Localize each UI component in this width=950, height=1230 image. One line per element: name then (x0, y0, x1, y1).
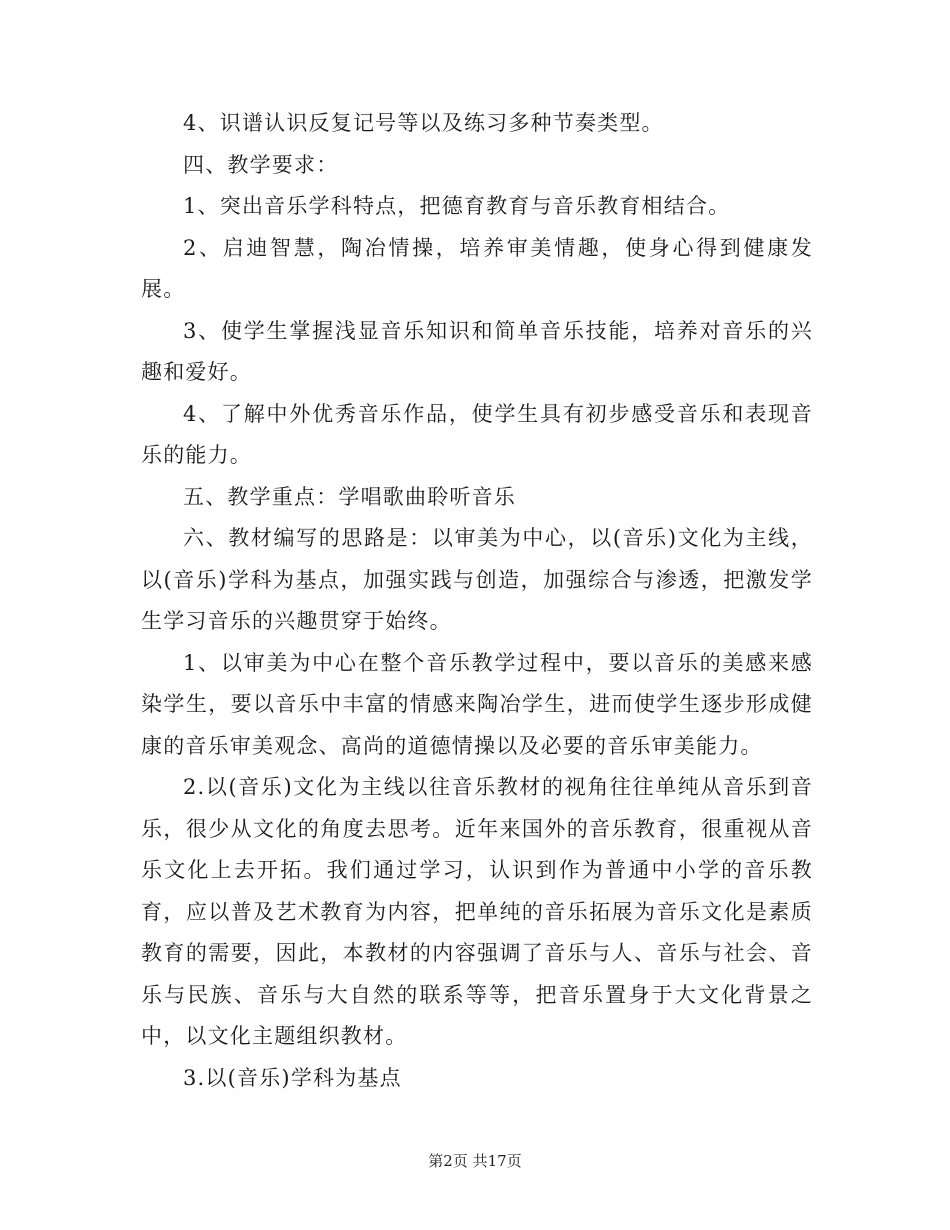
paragraph-approach-1: 1、以审美为中心在整个音乐教学过程中，要以音乐的美感来感染学生，要以音乐中丰富的情感来陶冶学生，进而使学生逐步形成健康的音乐审美观念、高尚的道德情操以及必要的音乐审美能力。 (141, 650, 813, 758)
section-heading-approach: 六、教材编写的思路是：以审美为中心，以(音乐)文化为主线，以(音乐)学科为基点，加强实践与创造，加强综合与渗透，把激发学生学习音乐的兴趣贯穿于始终。 (141, 526, 813, 633)
paragraph-requirement-1: 1、突出音乐学科特点，把德育教育与音乐教育相结合。 (183, 194, 731, 218)
section-heading-requirements: 四、教学要求： (183, 152, 339, 177)
paragraph-item-4: 4、识谱认识反复记号等以及练习多种节奏类型。 (183, 111, 664, 135)
paragraph-requirement-4: 4、了解中外优秀音乐作品，使学生具有初步感受音乐和表现音乐的能力。 (141, 401, 813, 467)
paragraph-approach-2: 2.以(音乐)文化为主线以往音乐教材的视角往往单纯从音乐到音乐，很少从文化的角度去思考。近年来国外的音乐教育，很重视从音乐文化上去开拓。我们通过学习，认识到作为普通中小学的音乐教育，应以普及艺术教育为内容，把单纯的音乐拓展为音乐文化是素质教育的需要，因此，本教材的内容强调了音乐与人、音乐与社会、音乐与民族、音乐与大自然的联系等等，把音乐置身于大文化背景之中，以文化主题组织教材。 (141, 775, 813, 1048)
document-body (141, 103, 813, 1099)
paragraph-requirement-2: 2、启迪智慧，陶冶情操，培养审美情趣，使身心得到健康发展。 (141, 235, 813, 301)
page-number-footer: 第2页 共17页 (428, 1152, 522, 1170)
section-heading-focus: 五、教学重点：学唱歌曲聆听音乐 (183, 484, 516, 509)
paragraph-requirement-3: 3、使学生掌握浅显音乐知识和简单音乐技能，培养对音乐的兴趣和爱好。 (141, 318, 813, 384)
paragraph-approach-3: 3.以(音乐)学科为基点 (183, 1065, 402, 1090)
